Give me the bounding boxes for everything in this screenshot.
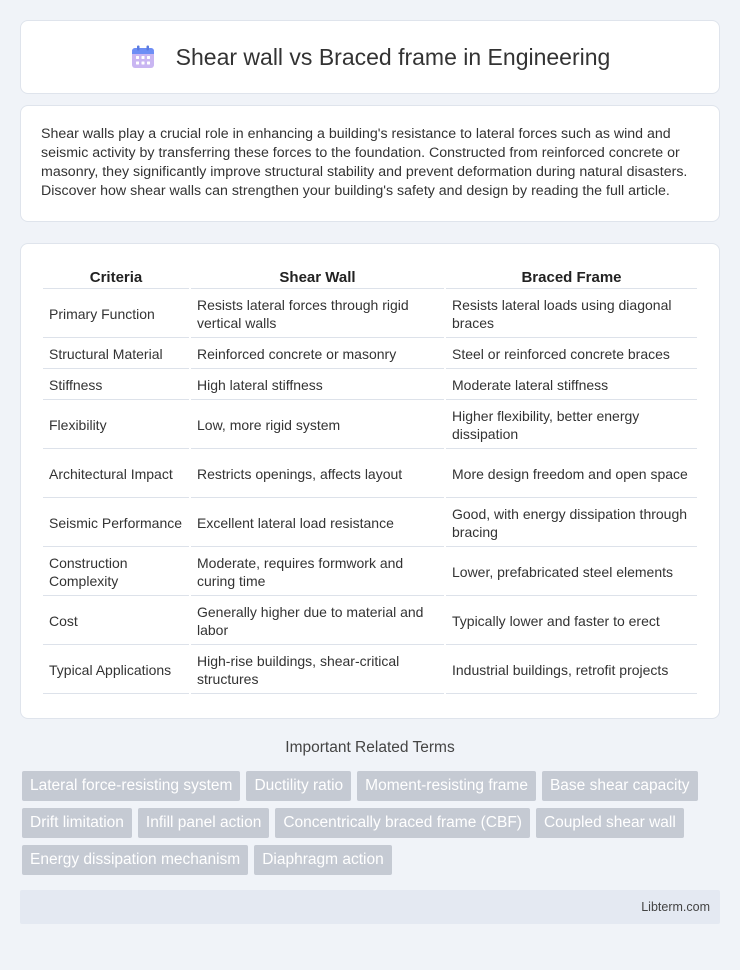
shear-wall-cell: Low, more rigid system [191, 402, 444, 449]
header-shear-wall: Shear Wall [191, 266, 444, 289]
related-term-tag[interactable]: Energy dissipation mechanism [22, 845, 248, 875]
intro-card [20, 105, 720, 222]
braced-frame-cell: Lower, prefabricated steel elements [446, 549, 697, 596]
shear-wall-cell: Restricts openings, affects layout [191, 451, 444, 498]
braced-frame-cell: Typically lower and faster to erect [446, 598, 697, 645]
shear-wall-cell: High-rise buildings, shear-critical structures [191, 647, 444, 694]
criteria-cell: Primary Function [43, 291, 189, 338]
page-title: Shear wall vs Braced frame in Engineering [175, 43, 611, 70]
criteria-cell: Construction Complexity [43, 549, 189, 596]
table-header-row [43, 266, 697, 289]
related-term-tag[interactable]: Moment-resisting frame [357, 771, 536, 801]
criteria-cell: Seismic Performance [43, 500, 189, 547]
table-row [43, 451, 697, 498]
table-row [43, 291, 697, 338]
braced-frame-cell: Higher flexibility, better energy dissipation [446, 402, 697, 449]
braced-frame-cell: Resists lateral loads using diagonal braces [446, 291, 697, 338]
table-row [43, 598, 697, 645]
header-criteria: Criteria [43, 266, 189, 289]
related-term-tag[interactable]: Ductility ratio [246, 771, 351, 801]
criteria-cell: Flexibility [43, 402, 189, 449]
comparison-table [41, 264, 699, 696]
related-term-tag[interactable]: Concentrically braced frame (CBF) [275, 808, 530, 838]
criteria-cell: Architectural Impact [43, 451, 189, 498]
braced-frame-cell: Good, with energy dissipation through bracing [446, 500, 697, 547]
related-term-tag[interactable]: Diaphragm action [254, 845, 391, 875]
braced-frame-cell: More design freedom and open space [446, 451, 697, 498]
shear-wall-cell: Moderate, requires formwork and curing time [191, 549, 444, 596]
footer-site-link[interactable]: Libterm.com [641, 900, 710, 914]
shear-wall-cell: High lateral stiffness [191, 371, 444, 400]
shear-wall-cell: Generally higher due to material and labor [191, 598, 444, 645]
braced-frame-cell: Steel or reinforced concrete braces [446, 340, 697, 369]
criteria-cell: Typical Applications [43, 647, 189, 694]
braced-frame-cell: Industrial buildings, retrofit projects [446, 647, 697, 694]
table-row [43, 402, 697, 449]
related-term-tag[interactable]: Drift limitation [22, 808, 132, 838]
criteria-cell: Cost [43, 598, 189, 645]
related-term-tag[interactable]: Infill panel action [138, 808, 269, 838]
header-braced-frame: Braced Frame [446, 266, 697, 289]
shear-wall-cell: Reinforced concrete or masonry [191, 340, 444, 369]
page-header [20, 20, 720, 94]
table-row [43, 500, 697, 547]
shear-wall-cell: Excellent lateral load resistance [191, 500, 444, 547]
table-row [43, 340, 697, 369]
related-term-tag[interactable]: Coupled shear wall [536, 808, 684, 838]
related-term-tag[interactable]: Lateral force-resisting system [22, 771, 240, 801]
table-row [43, 549, 697, 596]
shear-wall-cell: Resists lateral forces through rigid vertical walls [191, 291, 444, 338]
intro-text: Shear walls play a crucial role in enhancing a building's resistance to lateral forces such as wind and seismic activity by transferring these forces to the foundation. Constructed from reinforced concrete or masonry, they significantly improve structural stability and prevent deformation during natural disasters. Discover how shear walls can strengthen your building's safety and design by reading the full article. [41, 126, 688, 199]
comparison-card [20, 243, 720, 719]
braced-frame-cell: Moderate lateral stiffness [446, 371, 697, 400]
related-term-tag[interactable]: Base shear capacity [542, 771, 698, 801]
related-terms-title: Important Related Terms [285, 739, 455, 756]
calendar-icon [130, 44, 156, 70]
related-terms-list [22, 771, 722, 875]
criteria-cell: Stiffness [43, 371, 189, 400]
page-footer [20, 890, 720, 924]
table-row [43, 371, 697, 400]
criteria-cell: Structural Material [43, 340, 189, 369]
table-row [43, 647, 697, 694]
